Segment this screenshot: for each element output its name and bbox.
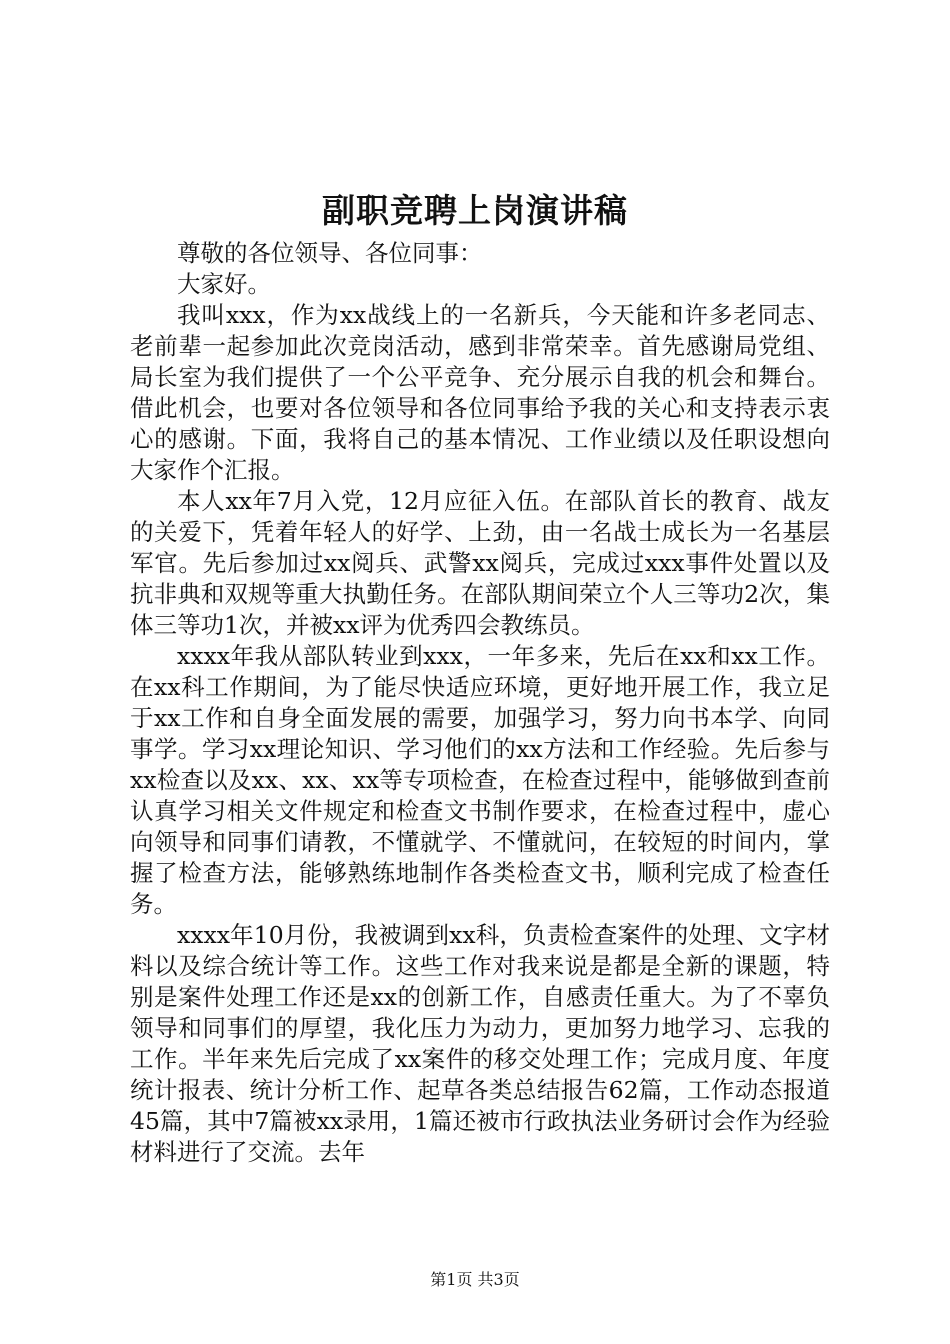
paragraph-military-background: 本人xx年7月入党，12月应征入伍。在部队首长的教育、战友的关爱下，凭着年轻人的好学、上劲，由一名战士成长为一名基层军官。先后参加过xx阅兵、武警xx阅兵，完成过xxx事件处置以及抗非典和双规等重大执勤任务。在部队期间荣立个人三等功2次，集体三等功1次，并被xx评为优秀四会教练员。 bbox=[130, 487, 830, 639]
document-body bbox=[130, 238, 830, 1168]
paragraph-introduction: 我叫xxx，作为xx战线上的一名新兵，今天能和许多老同志、老前辈一起参加此次竞岗活动，感到非常荣幸。首先感谢局党组、局长室为我们提供了一个公平竞争、充分展示自我的机会和舞台。借此机会，也要对各位领导和各位同事给予我的关心和支持表示衷心的感谢。下面，我将自己的基本情况、工作业绩以及任职设想向大家作个汇报。 bbox=[130, 301, 830, 484]
paragraph-work-experience: xxxx年我从部队转业到xxx，一年多来，先后在xx和xx工作。在xx科工作期间，为了能尽快适应环境，更好地开展工作，我立足于xx工作和自身全面发展的需要，加强学习，努力向书本学、向同事学。学习xx理论知识、学习他们的xx方法和工作经验。先后参与xx检查以及xx、xx、xx等专项检查，在检查过程中，能够做到查前认真学习相关文件规定和检查文书制作要求，在检查过程中，虚心向领导和同事们请教，不懂就学、不懂就问，在较短的时间内，掌握了检查方法，能够熟练地制作各类检查文书，顺利完成了检查任务。 bbox=[130, 642, 830, 918]
document-title: 副职竞聘上岗演讲稿 bbox=[322, 191, 628, 230]
page-number-footer: 第1页 共3页 bbox=[430, 1270, 520, 1289]
salutation: 尊敬的各位领导、各位同事： bbox=[177, 239, 483, 267]
paragraph-current-duties: xxxx年10月份，我被调到xx科，负责检查案件的处理、文字材料以及综合统计等工作。这些工作对我来说是都是全新的课题，特别是案件处理工作还是xx的创新工作，自感责任重大。为了不辜负领导和同事们的厚望，我化压力为动力，更加努力地学习、忘我的工作。半年来先后完成了xx案件的移交处理工作；完成月度、年度统计报表、统计分析工作、起草各类总结报告62篇，工作动态报道45篇，其中7篇被xx录用，1篇还被市行政执法业务研讨会作为经验材料进行了交流。去年 bbox=[130, 921, 830, 1166]
greeting: 大家好。 bbox=[177, 270, 271, 298]
